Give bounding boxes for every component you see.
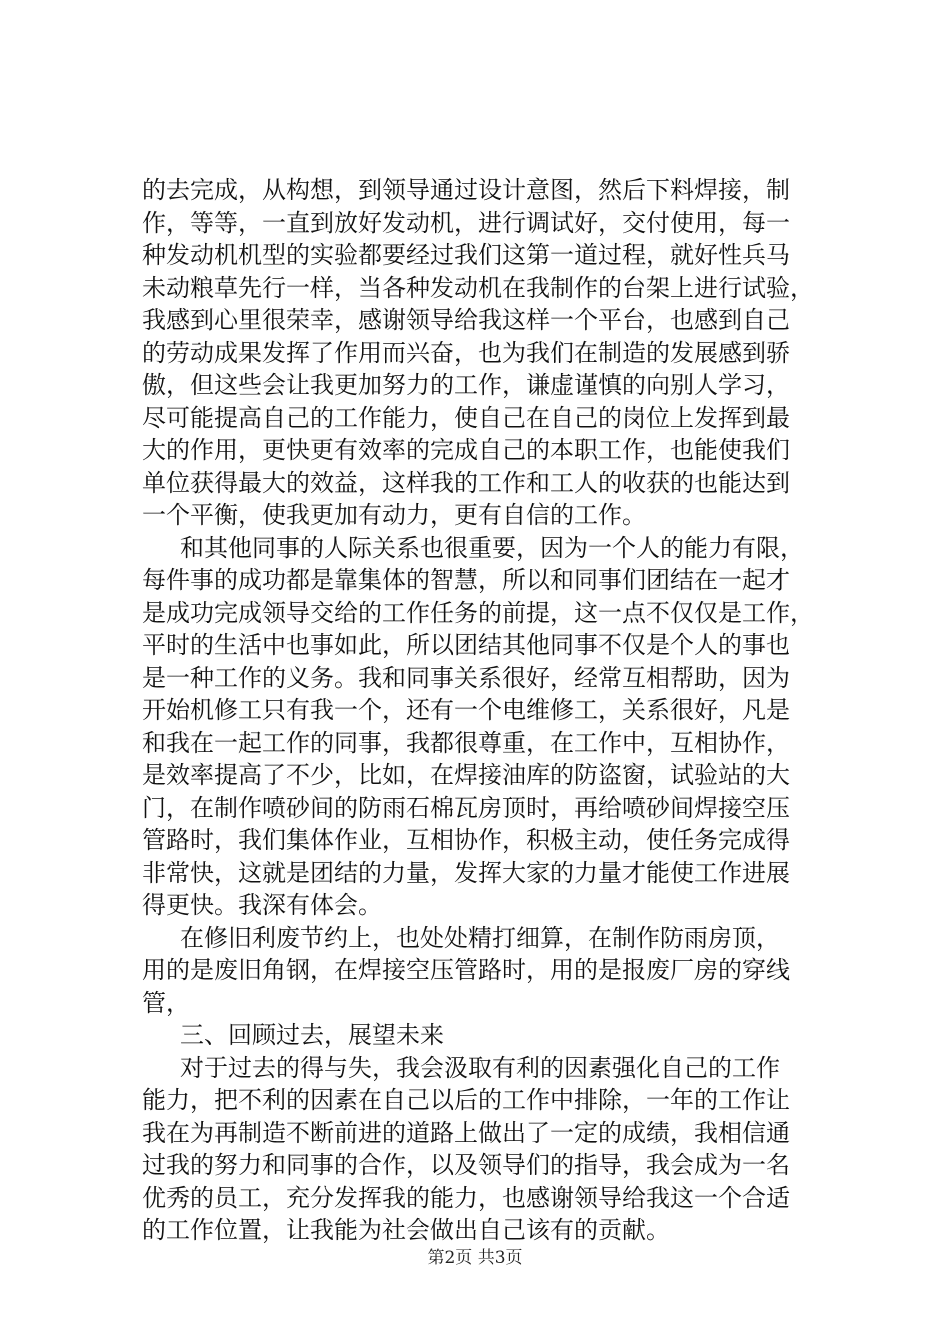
text-line: 我感到心里很荣幸，感谢领导给我这样一个平台，也感到自己 — [142, 306, 790, 334]
text-line: 是成功完成领导交给的工作任务的前提，这一点不仅仅是工作， — [142, 598, 814, 627]
text-line: 大的作用，更快更有效率的完成自己的本职工作，也能使我们 — [142, 436, 790, 464]
text-line: 非常快，这就是团结的力量，发挥大家的力量才能使工作进展 — [142, 858, 790, 887]
text-line: 门，在制作喷砂间的防雨石棉瓦房顶时，再给喷砂间焊接空压 — [142, 793, 790, 822]
text-line: 平时的生活中也事如此，所以团结其他同事不仅是个人的事也 — [142, 631, 790, 659]
text-line: 种发动机机型的实验都要经过我们这第一道过程，就好性兵马 — [142, 241, 790, 269]
document-body — [142, 174, 832, 1247]
text-line: 是一种工作的义务。我和同事关系很好，经常互相帮助，因为 — [142, 663, 790, 692]
text-line: 单位获得最大的效益，这样我的工作和工人的收获的也能达到 — [142, 468, 790, 497]
text-line: 和我在一起工作的同事，我都很尊重，在工作中，互相协作， — [142, 728, 790, 757]
text-line: 作，等等，一直到放好发动机，进行调试好，交付使用，每一 — [142, 208, 790, 237]
text-line: 我在为再制造不断前进的道路上做出了一定的成绩，我相信通 — [142, 1118, 790, 1147]
text-line: 用的是废旧角钢，在焊接空压管路时，用的是报废厂房的穿线 — [142, 956, 790, 984]
text-line: 未动粮草先行一样，当各种发动机在我制作的台架上进行试验， — [142, 273, 814, 302]
text-line: 是效率提高了不少，比如，在焊接油库的防盗窗，试验站的大 — [142, 761, 790, 789]
text-line: 傲，但这些会让我更加努力的工作，谦虚谨慎的向别人学习， — [142, 371, 790, 399]
page-number-footer: 第2页 共3页 — [427, 1248, 523, 1268]
text-line: 的去完成，从构想，到领导通过设计意图，然后下料焊接，制 — [142, 176, 790, 204]
text-line: 得更快。我深有体会。 — [142, 891, 382, 919]
text-line: 过我的努力和同事的合作，以及领导们的指导，我会成为一名 — [142, 1151, 790, 1179]
text-line: 每件事的成功都是靠集体的智慧，所以和同事们团结在一起才 — [142, 566, 790, 594]
text-line: 开始机修工只有我一个，还有一个电维修工，关系很好，凡是 — [142, 696, 790, 724]
text-line: 和其他同事的人际关系也很重要，因为一个人的能力有限， — [180, 533, 804, 562]
text-line: 一个平衡，使我更加有动力，更有自信的工作。 — [142, 501, 646, 529]
text-line: 的劳动成果发挥了作用而兴奋，也为我们在制造的发展感到骄 — [142, 338, 790, 367]
text-line: 尽可能提高自己的工作能力，使自己在自己的岗位上发挥到最 — [142, 403, 790, 432]
text-line: 三、回顾过去，展望未来 — [180, 1021, 444, 1049]
text-line: 对于过去的得与失，我会汲取有利的因素强化自己的工作 — [180, 1053, 780, 1082]
text-line: 的工作位置，让我能为社会做出自己该有的贡献。 — [142, 1216, 670, 1244]
text-line: 管路时，我们集体作业，互相协作，积极主动，使任务完成得 — [142, 826, 790, 854]
text-line: 管， — [142, 988, 190, 1017]
text-line: 在修旧利废节约上，也处处精打细算，在制作防雨房顶， — [180, 923, 780, 952]
text-line: 能力，把不利的因素在自己以后的工作中排除，一年的工作让 — [142, 1086, 790, 1114]
text-line: 优秀的员工，充分发挥我的能力，也感谢领导给我这一个合适 — [142, 1183, 790, 1212]
